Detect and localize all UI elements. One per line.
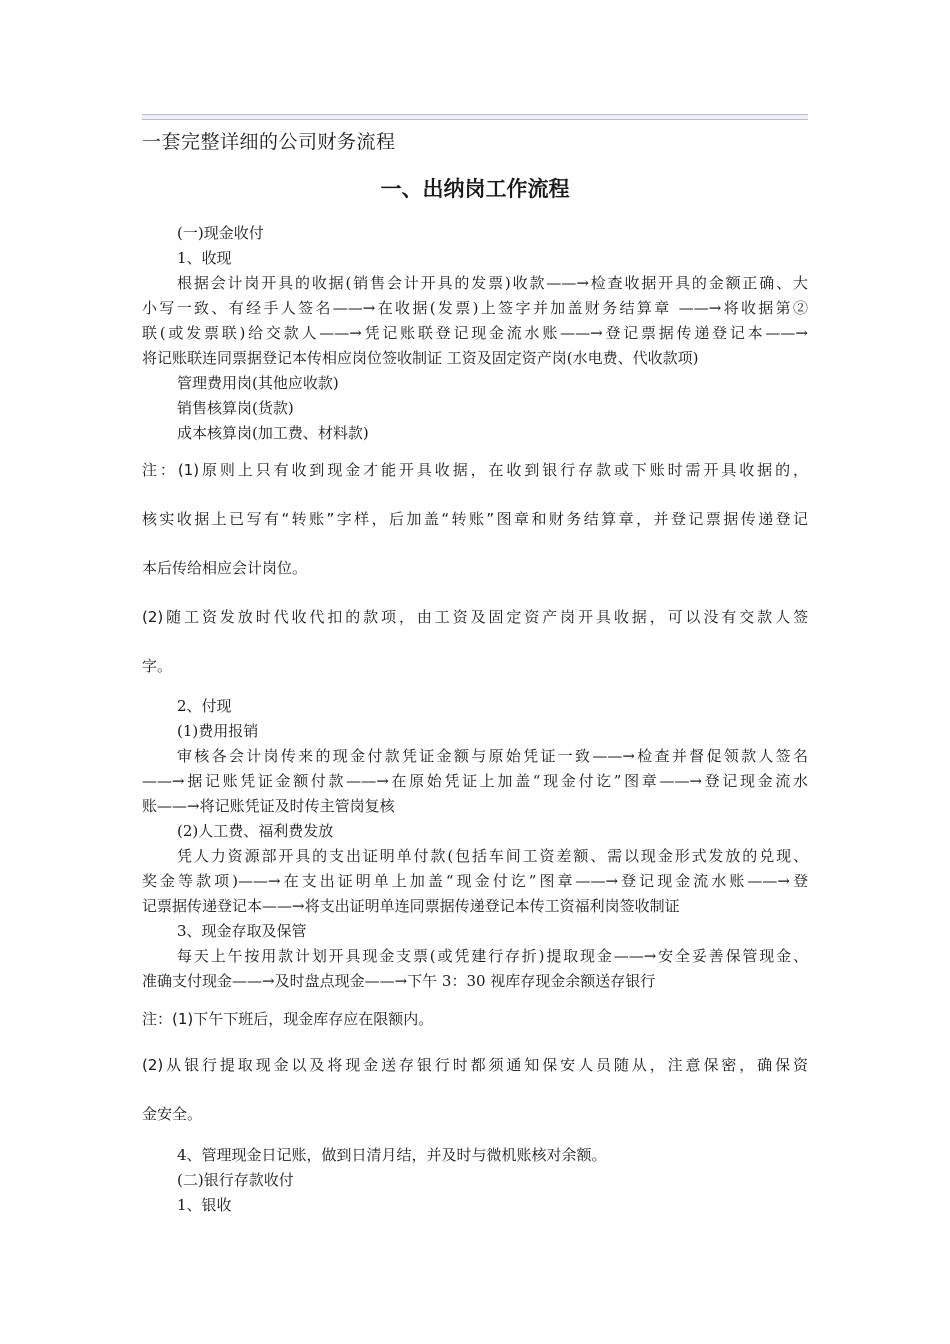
- bank-section-title: (二)银行存款收付: [177, 1171, 294, 1189]
- post-management-fee: 管理费用岗(其他应收款): [177, 374, 339, 392]
- receive-title: 1、收现: [177, 249, 232, 267]
- wage-line-1: 凭人力资源部开具的支出证明单付款(包括车间工资差额、需以现金形式发放的兑现、: [177, 847, 808, 865]
- storage-note-1: 注：(1)下午下班后，现金库存应在限额内。: [142, 1010, 434, 1028]
- post-cost-accounting: 成本核算岗(加工费、材料款): [177, 424, 369, 442]
- expense-line-3: 账——→将记账凭证及时传主管岗复核: [142, 797, 395, 815]
- storage-title: 3、现金存取及保管: [177, 922, 307, 940]
- receive-note-1: 注：(1)原则上只有收到现金才能开具收据，在收到银行存款或下账时需开具收据的，: [142, 461, 808, 479]
- cash-section-title: (一)现金收付: [177, 224, 264, 242]
- document-title: 一套完整详细的公司财务流程: [142, 131, 396, 153]
- wage-line-3: 记票据传递登记本——→将支出证明单连同票据传递登记本传工资福利岗签收制证: [142, 897, 680, 915]
- receive-note-3: 本后传给相应会计岗位。: [142, 559, 308, 577]
- wage-title: (2)人工费、福利费发放: [177, 822, 334, 840]
- receive-note-2: 核实收据上已写有“转账”字样，后加盖“转账”图章和财务结算章，并登记票据传递登记: [142, 510, 808, 528]
- receive-line-2: 小写一致、有经手人签名——→在收据(发票)上签字并加盖财务结算章 ——→将收据第②: [142, 299, 808, 317]
- receive-line-1: 根据会计岗开具的收据(销售会计开具的发票)收款——→检查收据开具的金额正确、大: [177, 274, 808, 292]
- expense-line-1: 审核各会计岗传来的现金付款凭证金额与原始凭证一致——→检查并督促领款人签名: [177, 747, 808, 765]
- receive-note-5: 字。: [142, 657, 173, 675]
- expense-line-2: ——→据记账凭证金额付款——→在原始凭证上加盖“现金付讫”图章——→登记现金流水: [142, 772, 808, 790]
- expense-title: (1)费用报销: [177, 722, 259, 740]
- storage-note-2: (2)从银行提取现金以及将现金送存银行时都须通知保安人员随从，注意保密，确保资: [142, 1056, 808, 1074]
- header-rule: [142, 114, 808, 120]
- pay-title: 2、付现: [177, 697, 232, 715]
- post-sales-accounting: 销售核算岗(货款): [177, 399, 294, 417]
- section-heading: 一、出纳岗工作流程: [380, 177, 570, 201]
- storage-note-3: 金安全。: [142, 1105, 203, 1123]
- receive-line-4: 将记账联连同票据登记本传相应岗位签收制证 工资及固定资产岗(水电费、代收款项): [142, 349, 699, 367]
- journal-line: 4、管理现金日记账，做到日清月结，并及时与微机账核对余额。: [177, 1146, 607, 1164]
- receive-line-3: 联(或发票联)给交款人——→凭记账联登记现金流水账——→登记票据传递登记本——→: [142, 324, 808, 342]
- bank-receive-title: 1、银收: [177, 1196, 232, 1214]
- storage-line-1: 每天上午按用款计划开具现金支票(或凭建行存折)提取现金——→安全妥善保管现金、: [177, 947, 808, 965]
- receive-note-4: (2)随工资发放时代收代扣的款项，由工资及固定资产岗开具收据，可以没有交款人签: [142, 608, 808, 626]
- wage-line-2: 奖金等款项)——→在支出证明单上加盖“现金付讫”图章——→登记现金流水账——→登: [142, 872, 808, 890]
- storage-line-2: 准确支付现金——→及时盘点现金——→下午 3：30 视库存现金余额送存银行: [142, 972, 656, 990]
